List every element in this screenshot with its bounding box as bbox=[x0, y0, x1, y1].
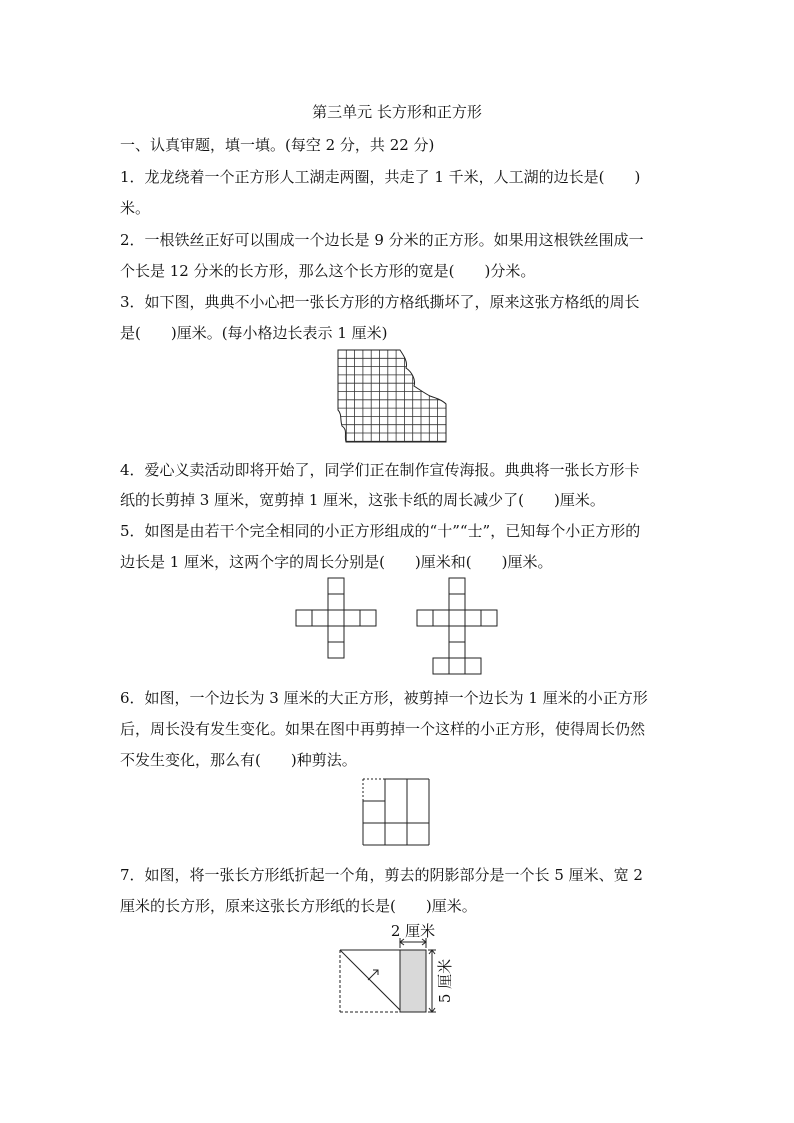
square-cut-figure bbox=[363, 779, 431, 847]
question-1-line-2: 米。 bbox=[120, 199, 151, 217]
question-4-line-2: 纸的长剪掉 3 厘米，宽剪掉 1 厘米，这张卡纸的周长减少了( )厘米。 bbox=[120, 491, 605, 509]
section-heading: 一、认真审题，填一填。(每空 2 分，共 22 分) bbox=[120, 136, 435, 154]
question-3-line-1: 3．如下图，典典不小心把一张长方形的方格纸撕坏了，原来这张方格纸的周长 bbox=[120, 293, 640, 311]
question-3-line-2: 是( )厘米。(每小格边长表示 1 厘米) bbox=[120, 324, 388, 342]
question-1-line-1: 1．龙龙绕着一个正方形人工湖走两圈，共走了 1 千米，人工湖的边长是( ) bbox=[120, 168, 641, 186]
question-2-line-2: 个长是 12 分米的长方形，那么这个长方形的宽是( )分米。 bbox=[120, 262, 536, 280]
page-title: 第三单元 长方形和正方形 bbox=[312, 103, 482, 121]
question-6-line-2: 后，周长没有发生变化。如果在图中再剪掉一个这样的小正方形，使得周长仍然 bbox=[120, 720, 646, 738]
question-7-line-2: 厘米的长方形，原来这张长方形纸的长是( )厘米。 bbox=[120, 897, 477, 915]
question-7-line-1: 7．如图，将一张长方形纸折起一个角，剪去的阴影部分是一个长 5 厘米、宽 2 bbox=[120, 866, 643, 884]
question-5-line-2: 边长是 1 厘米，这两个字的周长分别是( )厘米和( )厘米。 bbox=[120, 553, 553, 571]
torn-grid-figure bbox=[338, 350, 448, 445]
question-4-line-1: 4．爱心义卖活动即将开始了，同学们正在制作宣传海报。典典将一张长方形卡 bbox=[120, 461, 640, 479]
question-6-line-3: 不发生变化，那么有( )种剪法。 bbox=[120, 751, 357, 769]
width-label: 2 厘米 bbox=[390, 922, 436, 940]
folded-paper-figure bbox=[330, 920, 470, 1020]
question-2-line-1: 2．一根铁丝正好可以围成一个边长是 9 分米的正方形。如果用这根铁丝围成一 bbox=[120, 231, 644, 249]
question-6-line-1: 6．如图，一个边长为 3 厘米的大正方形，被剪掉一个边长为 1 厘米的小正方形 bbox=[120, 689, 648, 707]
cross-shapes-figure bbox=[296, 578, 501, 678]
height-label: 5 厘米 bbox=[436, 958, 454, 1004]
question-5-line-1: 5．如图是由若干个完全相同的小正方形组成的“十”“士”，已知每个小正方形的 bbox=[120, 522, 641, 540]
